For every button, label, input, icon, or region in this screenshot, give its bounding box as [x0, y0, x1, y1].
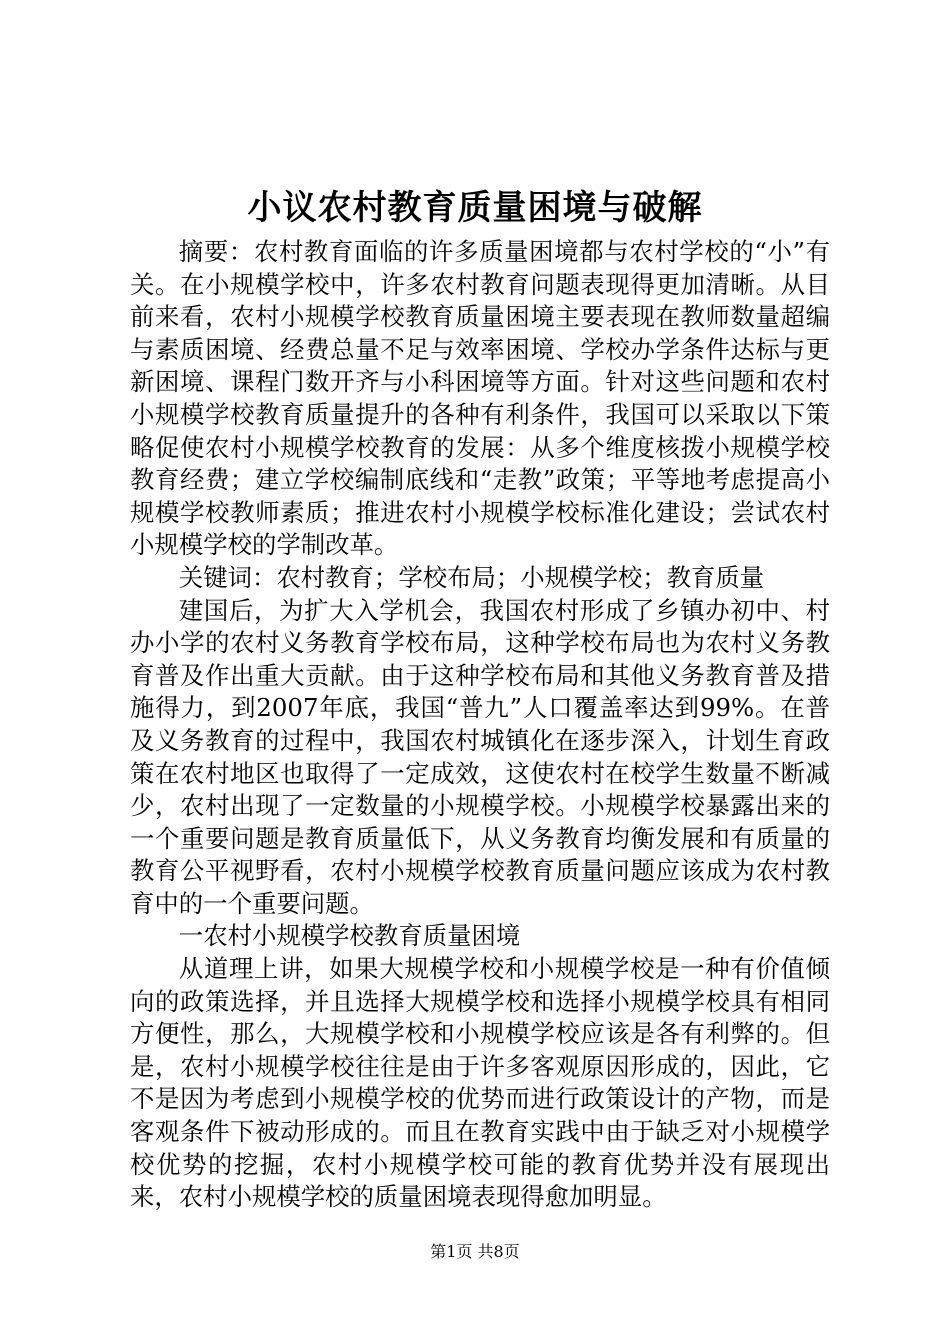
section-heading: 一农村小规模学校教育质量困境 — [178, 921, 521, 951]
document-title: 小议农村教育质量困境与破解 — [247, 188, 703, 228]
keywords-paragraph: 关键词：农村教育；学校布局；小规模学校；教育质量 — [178, 562, 765, 592]
section-paragraph: 从道理上讲，如果大规模学校和小规模学校是一种有价值倾向的政策选择，并且选择大规模学校和选择小规模学校具有相同方便性，那么，大规模学校和小规模学校应该是各有利弊的。但是，农村小规模学校往往是由于许多客观原因形成的，因此，它不是因为考虑到小规模学校的优势而进行政策设计的产物，而是客观条件下被动形成的。而且在教育实践中由于缺乏对小规模学校优势的挖掘，农村小规模学校可能的教育优势并没有展现出来，农村小规模学校的质量困境表现得愈加明显。 — [130, 954, 830, 1212]
document-body — [130, 236, 830, 1214]
abstract-paragraph: 摘要：农村教育面临的许多质量困境都与农村学校的“小”有关。在小规模学校中，许多农村教育问题表现得更加清晰。从目前来看，农村小规模学校教育质量困境主要表现在教师数量超编与素质困境、经费总量不足与效率困境、学校办学条件达标与更新困境、课程门数开齐与小科困境等方面。针对这些问题和农村小规模学校教育质量提升的各种有利条件，我国可以采取以下策略促使农村小规模学校教育的发展：从多个维度核拨小规模学校教育经费；建立学校编制底线和“走教”政策；平等地考虑提高小规模学校教师素质；推进农村小规模学校标准化建设；尝试农村小规模学校的学制改革。 — [130, 237, 830, 560]
intro-paragraph: 建国后，为扩大入学机会，我国农村形成了乡镇办初中、村办小学的农村义务教育学校布局，这种学校布局也为农村义务教育普及作出重大贡献。由于这种学校布局和其他义务教育普及措施得力，到2007年底，我国“普九”人口覆盖率达到99%。在普及义务教育的过程中，我国农村城镇化在逐步深入，计划生育政策在农村地区也取得了一定成效，这使农村在校学生数量不断减少，农村出现了一定数量的小规模学校。小规模学校暴露出来的一个重要问题是教育质量低下，从义务教育均衡发展和有质量的教育公平视野看，农村小规模学校教育质量问题应该成为农村教育中的一个重要问题。 — [130, 595, 830, 918]
page-footer: 第1页 共8页 — [430, 1242, 520, 1261]
